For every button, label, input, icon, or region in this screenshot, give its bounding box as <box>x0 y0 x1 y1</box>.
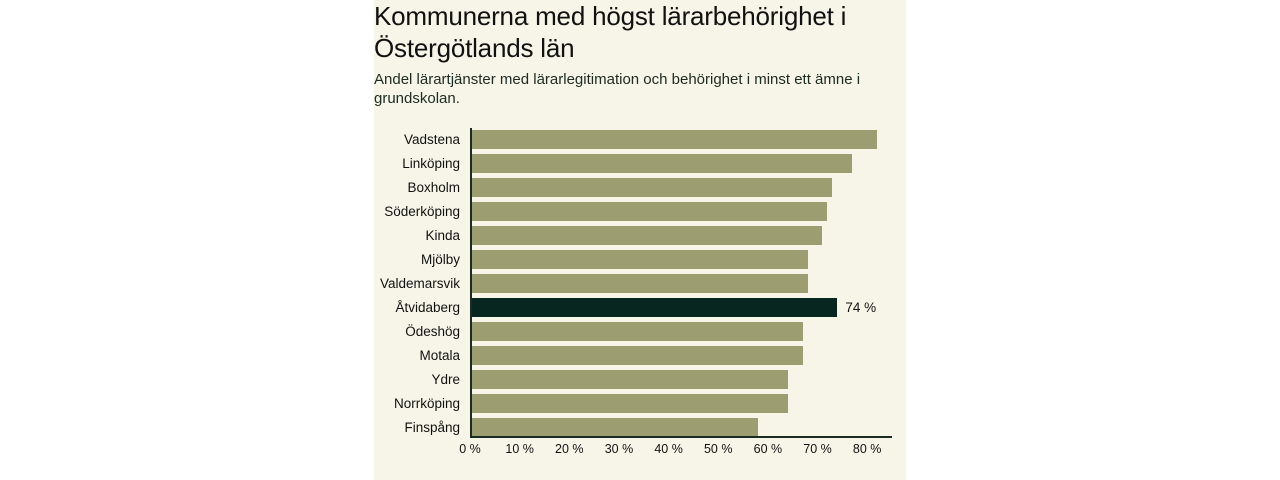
x-axis-line <box>470 436 892 438</box>
category-label: Åtvidaberg <box>395 300 460 315</box>
x-tick-label: 10 % <box>505 442 534 456</box>
x-tick-label: 0 % <box>459 442 481 456</box>
bar-row <box>405 320 892 344</box>
y-axis-line <box>470 128 472 438</box>
bar-row <box>420 248 892 272</box>
bar-row <box>379 272 892 296</box>
x-tick-label: 40 % <box>654 442 683 456</box>
bar[interactable] <box>470 346 803 365</box>
category-label: Valdemarsvik <box>379 276 460 291</box>
bar[interactable] <box>470 154 852 173</box>
bar-row <box>431 368 892 392</box>
bar[interactable] <box>470 418 758 437</box>
bar-chart <box>374 124 906 469</box>
bar-row <box>384 200 892 224</box>
page-title: Kommunerna med högst lärarbehörighet i Östergötlands län <box>374 1 847 63</box>
bar[interactable] <box>470 178 832 197</box>
category-label: Ödeshög <box>405 324 460 339</box>
x-tick-label: 60 % <box>753 442 783 456</box>
category-label: Norrköping <box>393 396 460 411</box>
bar-row <box>425 224 892 248</box>
chart-card <box>374 0 906 480</box>
bar-row <box>402 152 892 176</box>
bar[interactable] <box>470 130 877 149</box>
category-label: Kinda <box>425 228 460 243</box>
x-tick-label: 70 % <box>803 442 832 456</box>
x-tick-label: 20 % <box>555 442 584 456</box>
category-label: Ydre <box>431 372 460 387</box>
chart-subtitle: Andel lärartjänster med lärarlegitimation och behörighet i minst ett ämne i grundskolan. <box>374 71 861 107</box>
bar[interactable] <box>470 226 822 245</box>
bar[interactable] <box>470 250 808 269</box>
bar-value-label: 74 % <box>845 300 877 315</box>
category-label: Söderköping <box>384 204 460 219</box>
bar[interactable] <box>470 370 788 389</box>
plot-area <box>379 128 892 440</box>
bar-row <box>393 392 892 416</box>
category-label: Motala <box>419 348 460 363</box>
bar[interactable] <box>470 394 788 413</box>
bar[interactable] <box>470 274 808 293</box>
x-tick-label: 50 % <box>703 442 733 456</box>
category-label: Vadstena <box>403 132 460 147</box>
category-label: Boxholm <box>407 180 460 195</box>
category-label: Linköping <box>402 156 460 171</box>
bar[interactable] <box>470 298 837 317</box>
bar[interactable] <box>470 202 827 221</box>
bar-row <box>419 344 892 368</box>
x-tick-label: 30 % <box>604 442 634 456</box>
category-label: Mjölby <box>420 252 460 267</box>
bar-row <box>407 176 892 200</box>
bar-row <box>403 128 892 152</box>
x-tick-label: 80 % <box>852 442 882 456</box>
category-label: Finspång <box>404 420 460 435</box>
bar[interactable] <box>470 322 803 341</box>
bar-row <box>395 296 892 320</box>
